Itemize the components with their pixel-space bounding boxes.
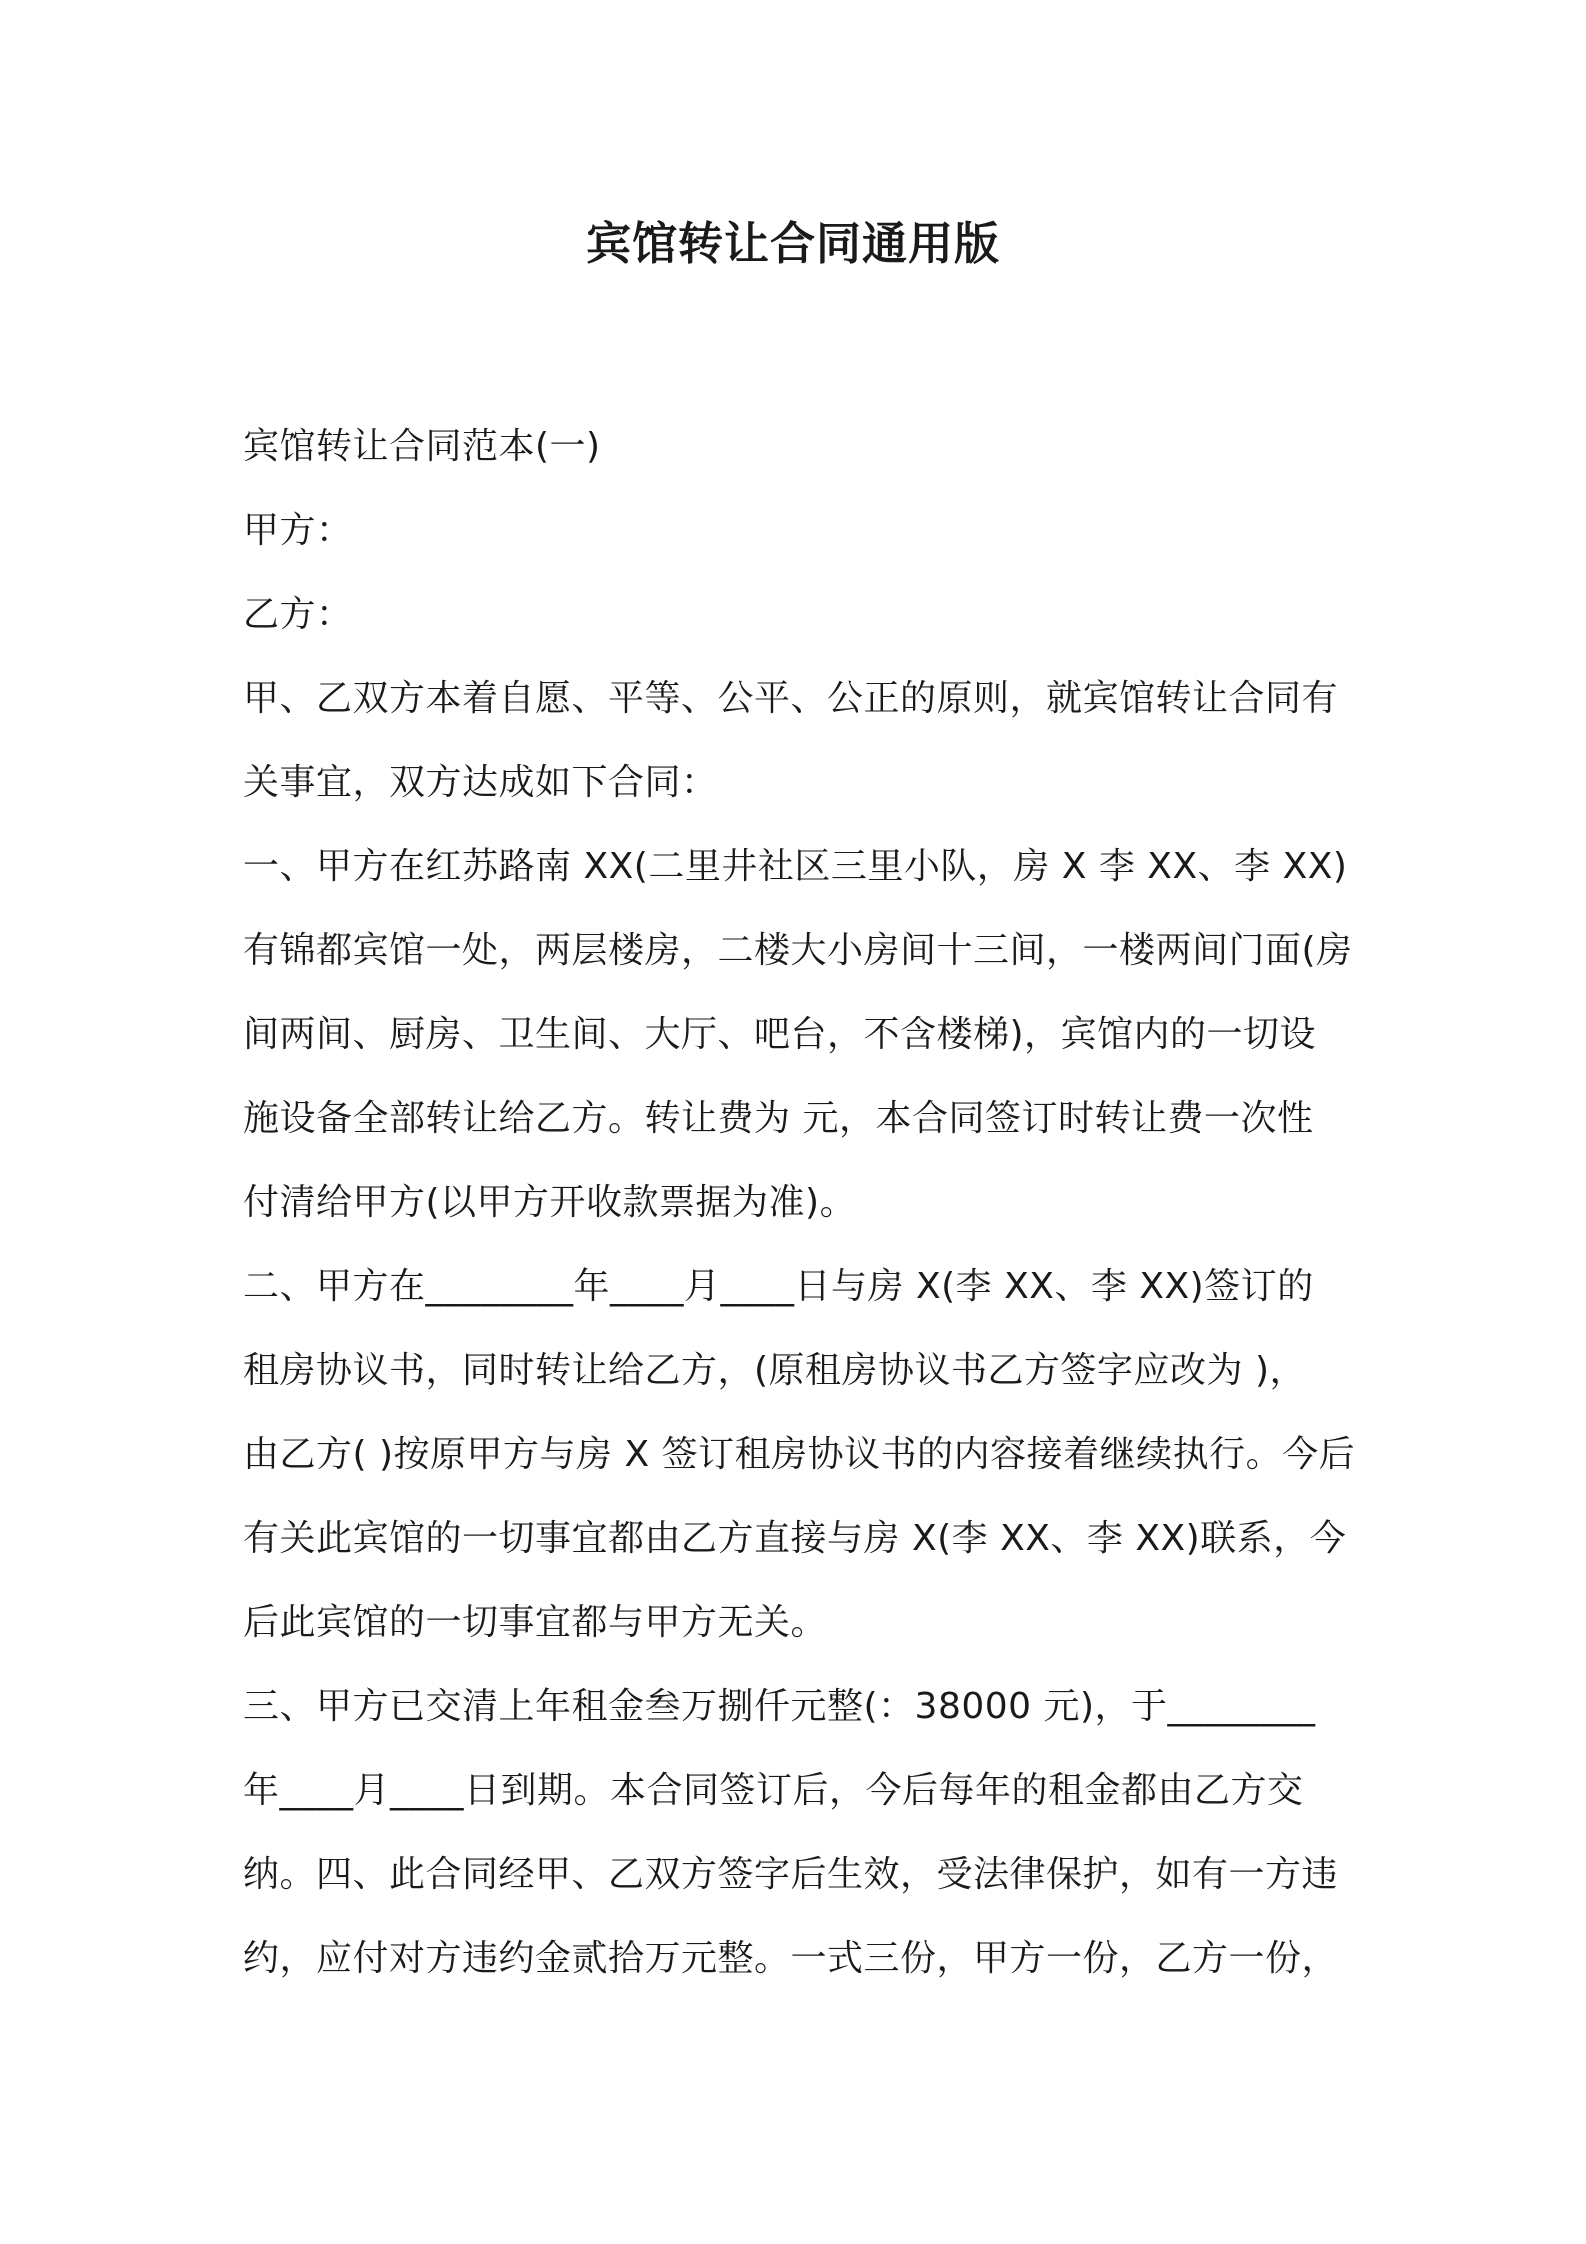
party-b-line: 乙方： [243, 594, 353, 635]
paragraph-line: 纳。四、此合同经甲、乙双方签字后生效，受法律保护，如有一方违 [243, 1854, 1339, 1895]
paragraph-line: 年____月____日到期。本合同签订后，今后每年的租金都由乙方交 [243, 1770, 1304, 1811]
paragraph-line: 关事宜，双方达成如下合同： [243, 762, 718, 803]
paragraph-line: 间两间、厨房、卫生间、大厅、吧台，不含楼梯)，宾馆内的一切设 [243, 1014, 1317, 1055]
document-body [243, 405, 1356, 2001]
paragraph-line: 有关此宾馆的一切事宜都由乙方直接与房 X(李 XX、李 XX)联系，今 [243, 1518, 1347, 1559]
paragraph-line: 后此宾馆的一切事宜都与甲方无关。 [243, 1602, 828, 1643]
subtitle-line: 宾馆转让合同范本(一) [243, 426, 601, 467]
document-title: 宾馆转让合同通用版 [585, 217, 1000, 270]
paragraph-line: 由乙方( )按原甲方与房 X 签订租房协议书的内容接着继续执行。今后 [243, 1434, 1356, 1475]
paragraph-line: 甲、乙双方本着自愿、平等、公平、公正的原则，就宾馆转让合同有 [243, 678, 1339, 719]
paragraph-line: 付清给甲方(以甲方开收款票据为准)。 [243, 1182, 857, 1223]
paragraph-line: 一、甲方在红苏路南 XX(二里井社区三里小队，房 X 李 XX、李 XX) [243, 846, 1348, 887]
party-a-line: 甲方： [243, 510, 353, 551]
paragraph-line: 施设备全部转让给乙方。转让费为 元，本合同签订时转让费一次性 [243, 1098, 1314, 1139]
paragraph-line: 租房协议书，同时转让给乙方，(原租房协议书乙方签字应改为 )， [243, 1350, 1307, 1391]
paragraph-line: 有锦都宾馆一处，两层楼房，二楼大小房间十三间，一楼两间门面(房 [243, 930, 1353, 971]
paragraph-line: 三、甲方已交清上年租金叁万捌仟元整(：38000 元)，于________ [243, 1686, 1316, 1727]
paragraph-line: 约，应付对方违约金贰拾万元整。一式三份，甲方一份，乙方一份， [243, 1938, 1339, 1979]
paragraph-line: 二、甲方在________年____月____日与房 X(李 XX、李 XX)签订的 [243, 1266, 1314, 1307]
